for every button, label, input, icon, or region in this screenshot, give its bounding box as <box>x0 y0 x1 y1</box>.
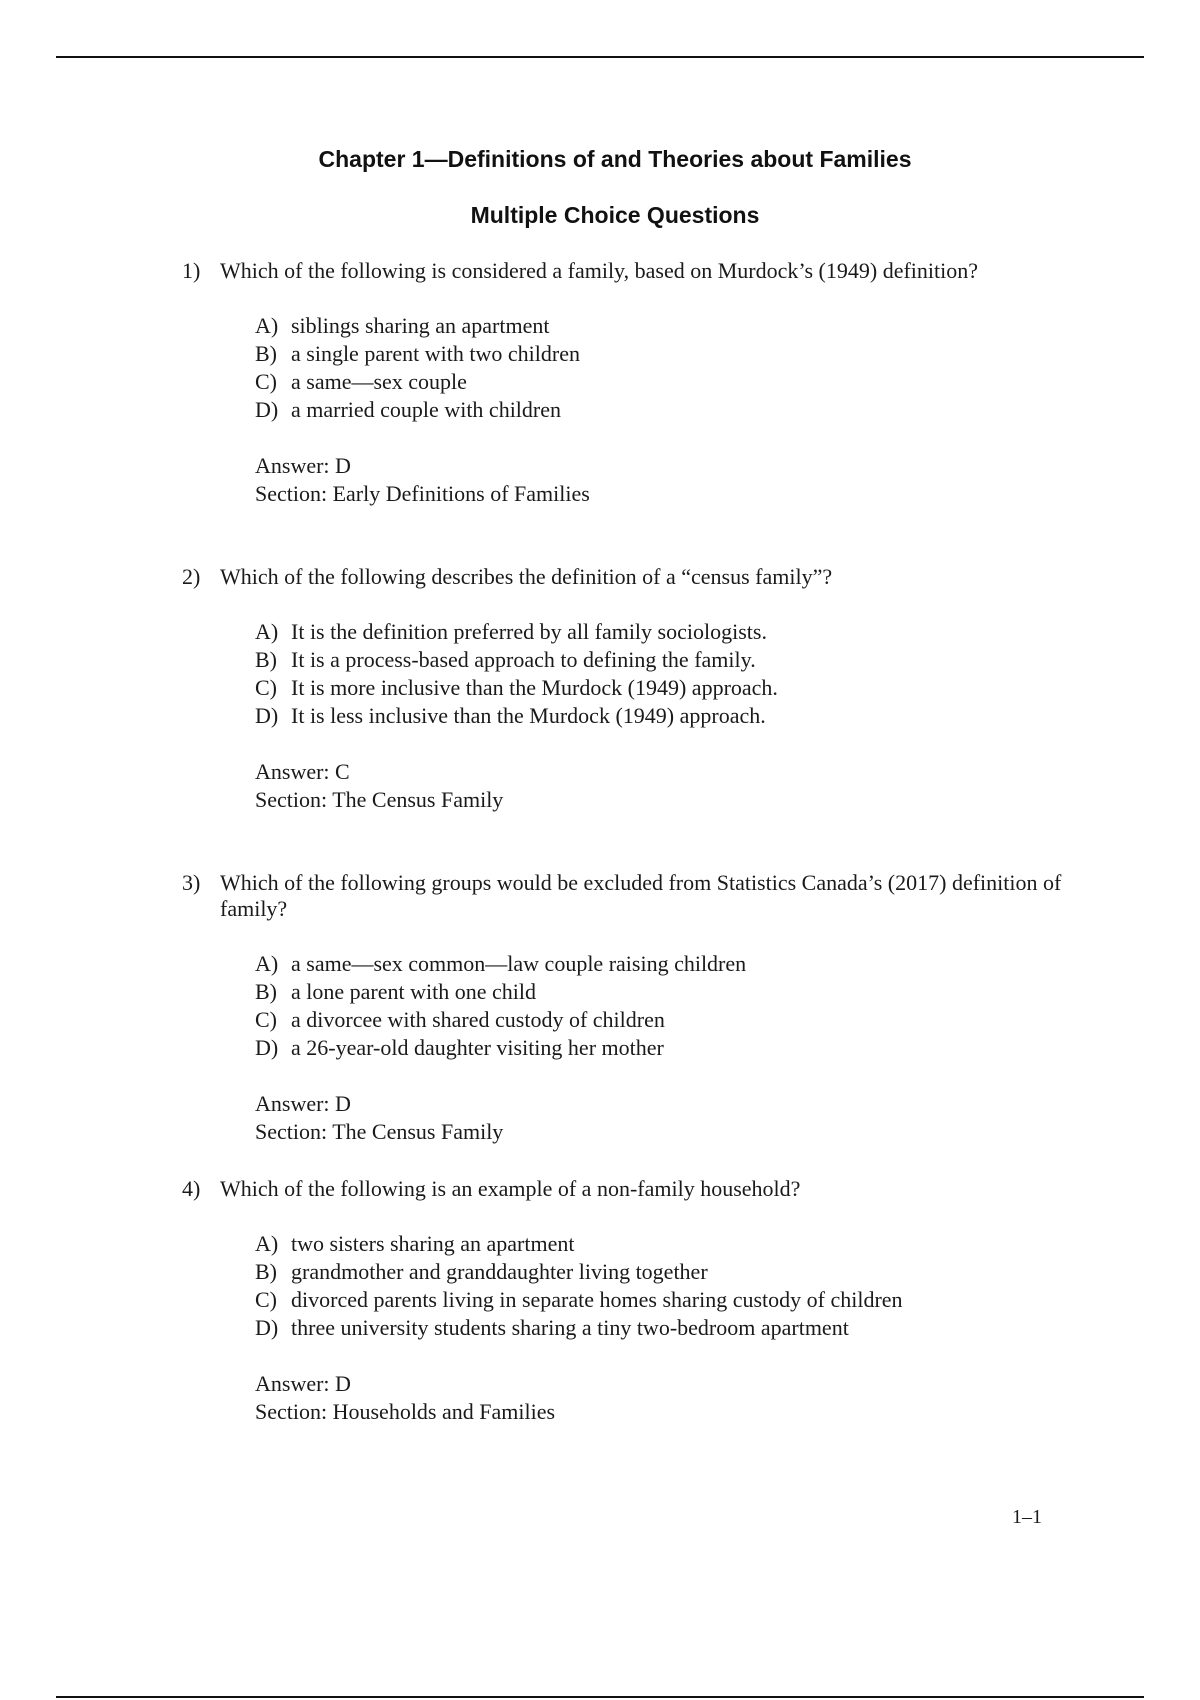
question-1 <box>182 258 1062 508</box>
option-d <box>255 702 1062 730</box>
option-text: a lone parent with one child <box>291 979 536 1004</box>
question-number: 2) <box>182 564 201 589</box>
option-text: It is the definition preferred by all family sociologists. <box>291 619 767 644</box>
section-reference: Section: The Census Family <box>255 1119 504 1144</box>
option-letter: B) <box>255 979 277 1004</box>
answer: Answer: C <box>255 759 350 784</box>
option-text: two sisters sharing an apartment <box>291 1231 575 1256</box>
option-d <box>255 396 1062 424</box>
option-text: a 26-year-old daughter visiting her mother <box>291 1035 664 1060</box>
question-2 <box>182 564 1062 814</box>
option-a <box>255 1230 1062 1258</box>
question-text: Which of the following is considered a family, based on Murdock’s (1949) definition? <box>220 258 979 283</box>
option-text: It is less inclusive than the Murdock (1949) approach. <box>291 703 766 728</box>
question-number: 1) <box>182 258 201 283</box>
option-text: a single parent with two children <box>291 341 580 366</box>
answer: Answer: D <box>255 1091 351 1116</box>
option-letter: D) <box>255 1315 279 1340</box>
option-letter: B) <box>255 647 277 672</box>
option-a <box>255 950 1062 978</box>
option-b <box>255 1258 1062 1286</box>
option-b <box>255 646 1062 674</box>
option-letter: B) <box>255 1259 277 1284</box>
option-b <box>255 340 1062 368</box>
question-4 <box>182 1176 1062 1426</box>
option-text: three university students sharing a tiny two-bedroom apartment <box>291 1315 849 1340</box>
option-b <box>255 978 1062 1006</box>
question-number: 3) <box>182 870 201 895</box>
option-letter: D) <box>255 397 279 422</box>
section-reference: Section: Households and Families <box>255 1399 556 1424</box>
option-letter: A) <box>255 313 279 338</box>
options-list <box>182 312 1062 424</box>
option-letter: C) <box>255 1007 277 1032</box>
question-3 <box>182 870 1062 1146</box>
option-letter: D) <box>255 703 279 728</box>
options-list <box>182 1230 1062 1342</box>
bottom-rule <box>56 1696 1144 1698</box>
option-letter: A) <box>255 1231 279 1256</box>
question-number: 4) <box>182 1176 201 1201</box>
chapter-title: Chapter 1—Definitions of and Theories about Families <box>318 146 912 172</box>
option-d <box>255 1034 1062 1062</box>
option-letter: C) <box>255 1287 277 1312</box>
section-title: Multiple Choice Questions <box>470 202 760 228</box>
option-letter: A) <box>255 951 279 976</box>
question-text: Which of the following is an example of a non-family household? <box>220 1176 801 1201</box>
section-reference: Section: The Census Family <box>255 787 504 812</box>
answer: Answer: D <box>255 453 351 478</box>
option-letter: C) <box>255 675 277 700</box>
option-text: It is more inclusive than the Murdock (1949) approach. <box>291 675 778 700</box>
question-text: Which of the following describes the definition of a “census family”? <box>220 564 833 589</box>
option-text: a married couple with children <box>291 397 562 422</box>
option-letter: C) <box>255 369 277 394</box>
option-c <box>255 1006 1062 1034</box>
option-a <box>255 312 1062 340</box>
option-text: a divorcee with shared custody of children <box>291 1007 665 1032</box>
answer: Answer: D <box>255 1371 351 1396</box>
option-c <box>255 1286 1062 1314</box>
option-text: grandmother and granddaughter living together <box>291 1259 708 1284</box>
option-c <box>255 674 1062 702</box>
option-c <box>255 368 1062 396</box>
option-text: It is a process-based approach to defining the family. <box>291 647 756 672</box>
question-text: Which of the following groups would be excluded from Statistics Canada’s (2017) definition of family? <box>220 870 1062 921</box>
page-number: 1–1 <box>1012 1506 1042 1528</box>
section-reference: Section: Early Definitions of Families <box>255 481 590 506</box>
options-list <box>182 950 1062 1062</box>
option-text: a same—sex common—law couple raising children <box>291 951 747 976</box>
option-text: a same—sex couple <box>291 369 467 394</box>
options-list <box>182 618 1062 730</box>
option-a <box>255 618 1062 646</box>
option-letter: D) <box>255 1035 279 1060</box>
option-letter: B) <box>255 341 277 366</box>
option-d <box>255 1314 1062 1342</box>
option-text: divorced parents living in separate homes sharing custody of children <box>291 1287 903 1312</box>
option-text: siblings sharing an apartment <box>291 313 550 338</box>
option-letter: A) <box>255 619 279 644</box>
top-rule <box>56 56 1144 58</box>
